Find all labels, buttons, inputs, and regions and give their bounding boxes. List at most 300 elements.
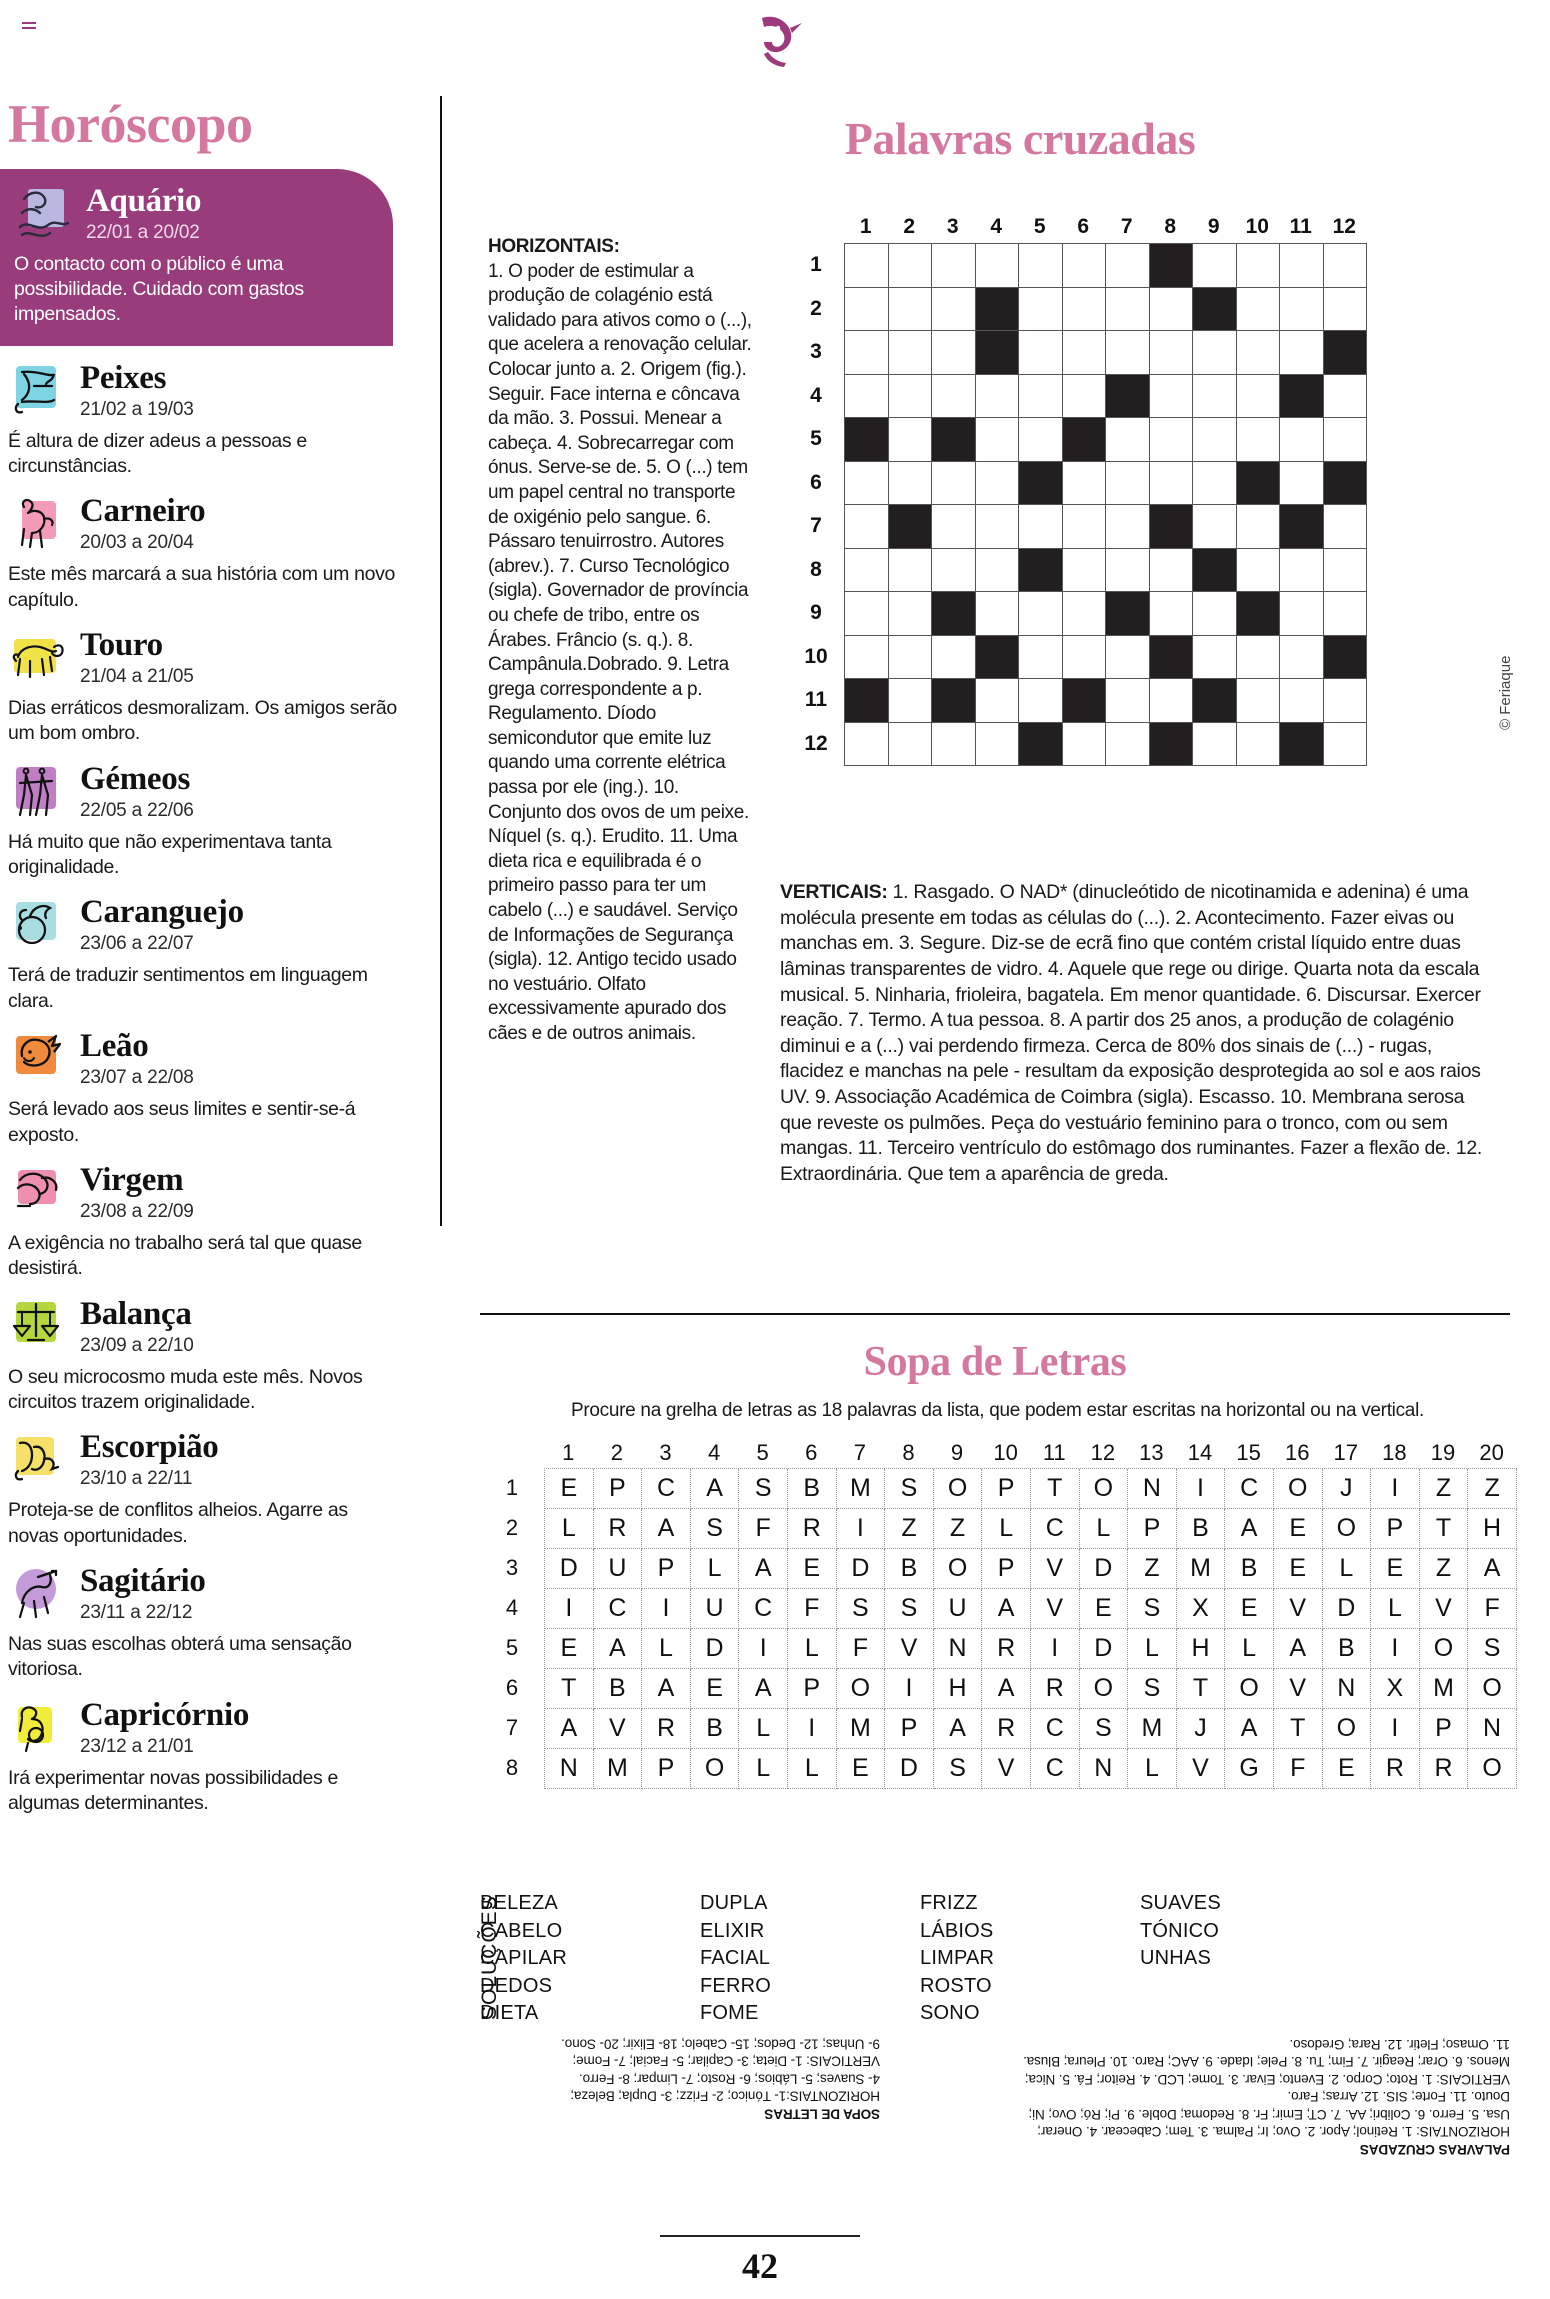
crossword-cell[interactable] — [976, 462, 1020, 506]
wordsearch-cell[interactable]: E — [545, 1469, 594, 1509]
wordsearch-cell[interactable]: A — [1468, 1549, 1517, 1589]
crossword-cell[interactable] — [1324, 375, 1368, 419]
crossword-cell[interactable] — [1280, 331, 1324, 375]
wordsearch-cell[interactable]: M — [1420, 1669, 1469, 1709]
crossword-cell[interactable] — [1193, 331, 1237, 375]
wordsearch-cell[interactable]: L — [739, 1749, 788, 1789]
wordsearch-cell[interactable]: P — [642, 1749, 691, 1789]
crossword-cell[interactable] — [932, 462, 976, 506]
wordsearch-cell[interactable]: S — [1128, 1669, 1177, 1709]
wordsearch-cell[interactable]: E — [1080, 1589, 1129, 1629]
crossword-cell[interactable] — [1019, 592, 1063, 636]
crossword-cell[interactable] — [932, 636, 976, 680]
wordsearch-cell[interactable]: N — [545, 1749, 594, 1789]
wordsearch-cell[interactable]: T — [1031, 1469, 1080, 1509]
wordsearch-cell[interactable]: L — [982, 1509, 1031, 1549]
crossword-cell[interactable] — [1063, 244, 1107, 288]
wordsearch-cell[interactable]: S — [837, 1589, 886, 1629]
crossword-cell[interactable] — [1106, 549, 1150, 593]
crossword-cell[interactable] — [889, 418, 933, 462]
crossword-cell[interactable] — [1237, 331, 1281, 375]
wordsearch-cell[interactable]: A — [982, 1669, 1031, 1709]
wordsearch-cell[interactable]: X — [1371, 1669, 1420, 1709]
crossword-cell[interactable] — [889, 592, 933, 636]
wordsearch-cell[interactable]: M — [837, 1469, 886, 1509]
crossword-cell[interactable] — [1019, 288, 1063, 332]
wordsearch-cell[interactable]: C — [1031, 1509, 1080, 1549]
crossword-cell[interactable] — [1280, 679, 1324, 723]
crossword-cell[interactable] — [1063, 331, 1107, 375]
wordsearch-cell[interactable]: L — [739, 1709, 788, 1749]
wordsearch-col-header: 9 — [950, 1440, 964, 1465]
crossword-cell[interactable] — [845, 244, 889, 288]
crossword-cell[interactable] — [1324, 505, 1368, 549]
wordsearch-cell[interactable]: V — [1031, 1589, 1080, 1629]
wordsearch-cell[interactable]: E — [1274, 1549, 1323, 1589]
crossword-cell[interactable] — [1150, 375, 1194, 419]
crossword-cell[interactable] — [976, 679, 1020, 723]
crossword-cell[interactable] — [1063, 505, 1107, 549]
crossword-block-cell — [1280, 723, 1324, 767]
wordsearch-grid[interactable] — [544, 1468, 1517, 1789]
wordsearch-cell[interactable]: L — [642, 1629, 691, 1669]
sign-dates: 21/02 a 19/03 — [80, 398, 194, 420]
wordsearch-cell[interactable]: L — [545, 1509, 594, 1549]
wordsearch-cell[interactable]: O — [1080, 1469, 1129, 1509]
crossword-cell[interactable] — [1237, 375, 1281, 419]
crossword-cell[interactable] — [932, 331, 976, 375]
wordsearch-cell[interactable]: I — [1371, 1629, 1420, 1669]
wordsearch-cell[interactable]: A — [642, 1509, 691, 1549]
crossword-cell[interactable] — [1237, 636, 1281, 680]
wordsearch-cell[interactable]: I — [1371, 1709, 1420, 1749]
crossword-cell[interactable] — [976, 505, 1020, 549]
wordsearch-cell[interactable]: I — [1371, 1469, 1420, 1509]
wordsearch-cell[interactable]: D — [1323, 1589, 1372, 1629]
wordsearch-cell[interactable]: M — [837, 1709, 886, 1749]
wordsearch-cell[interactable]: I — [837, 1509, 886, 1549]
wordsearch-cell[interactable]: E — [837, 1749, 886, 1789]
wordsearch-cell[interactable]: O — [934, 1469, 983, 1509]
crossword-cell[interactable] — [1193, 592, 1237, 636]
wordsearch-cell[interactable]: I — [1177, 1469, 1226, 1509]
crossword-cell[interactable] — [1106, 331, 1150, 375]
wordsearch-cell[interactable]: U — [594, 1549, 643, 1589]
crossword-cell[interactable] — [1019, 636, 1063, 680]
crossword-cell[interactable] — [1324, 244, 1368, 288]
solutions-crossword-title: PALAVRAS CRUZADAS — [1359, 2141, 1510, 2157]
wordsearch-cell[interactable]: X — [1177, 1589, 1226, 1629]
crossword-cell[interactable] — [1324, 288, 1368, 332]
crossword-cell[interactable] — [1280, 418, 1324, 462]
crossword-row-header: 8 — [810, 557, 822, 581]
crossword-cell[interactable] — [932, 288, 976, 332]
wordsearch-cell[interactable]: F — [788, 1589, 837, 1629]
wordsearch-cell[interactable]: E — [691, 1669, 740, 1709]
wordsearch-cell[interactable]: A — [739, 1549, 788, 1589]
wordsearch-cell[interactable]: I — [642, 1589, 691, 1629]
wordsearch-cell[interactable]: R — [1031, 1669, 1080, 1709]
wordsearch-cell[interactable]: H — [934, 1669, 983, 1709]
crossword-cell[interactable] — [889, 549, 933, 593]
wordsearch-cell[interactable]: I — [788, 1709, 837, 1749]
wordsearch-cell[interactable]: Z — [934, 1509, 983, 1549]
wordsearch-cell[interactable]: E — [1274, 1509, 1323, 1549]
wordsearch-cell[interactable]: B — [1323, 1629, 1372, 1669]
wordsearch-cell[interactable]: D — [545, 1549, 594, 1589]
wordsearch-cell[interactable]: J — [1323, 1469, 1372, 1509]
wordsearch-cell[interactable]: C — [739, 1589, 788, 1629]
wordsearch-cell[interactable]: N — [1128, 1469, 1177, 1509]
wordsearch-cell[interactable]: O — [837, 1669, 886, 1709]
wordsearch-cell[interactable]: P — [594, 1469, 643, 1509]
wordsearch-cell[interactable]: Z — [885, 1509, 934, 1549]
crossword-cell[interactable] — [1237, 418, 1281, 462]
wordsearch-cell[interactable]: O — [1274, 1469, 1323, 1509]
wordsearch-cell[interactable]: M — [1177, 1549, 1226, 1589]
wordsearch-cell[interactable]: S — [885, 1469, 934, 1509]
wordsearch-cell[interactable]: S — [691, 1509, 740, 1549]
crossword-block-cell — [1193, 679, 1237, 723]
crossword-cell[interactable] — [1150, 418, 1194, 462]
crossword-cell[interactable] — [1106, 244, 1150, 288]
crossword-grid-wrapper — [800, 215, 1367, 766]
crossword-cell[interactable] — [1193, 636, 1237, 680]
wordsearch-cell[interactable]: D — [837, 1549, 886, 1589]
crossword-cell[interactable] — [1106, 636, 1150, 680]
crossword-row-header: 6 — [810, 470, 822, 494]
wordsearch-cell[interactable]: F — [739, 1509, 788, 1549]
wordsearch-cell[interactable]: S — [1128, 1589, 1177, 1629]
wordsearch-cell[interactable]: N — [934, 1629, 983, 1669]
wordsearch-cell[interactable]: E — [1225, 1589, 1274, 1629]
crossword-cell[interactable] — [1019, 331, 1063, 375]
wordsearch-cell[interactable]: L — [788, 1749, 837, 1789]
crossword-cell[interactable] — [976, 549, 1020, 593]
crossword-cell[interactable] — [889, 679, 933, 723]
wordsearch-cell[interactable]: O — [934, 1549, 983, 1589]
wordsearch-cell[interactable]: P — [1420, 1709, 1469, 1749]
crossword-cell[interactable] — [1280, 592, 1324, 636]
wordsearch-cell[interactable]: F — [1468, 1589, 1517, 1629]
wordsearch-cell[interactable]: B — [691, 1709, 740, 1749]
crossword-cell[interactable] — [1063, 288, 1107, 332]
crossword-cell[interactable] — [1106, 418, 1150, 462]
wordsearch-cell[interactable]: A — [1225, 1709, 1274, 1749]
crossword-cell[interactable] — [845, 331, 889, 375]
wordsearch-cell[interactable]: B — [788, 1469, 837, 1509]
crossword-cell[interactable] — [1106, 462, 1150, 506]
crossword-cell[interactable] — [1106, 723, 1150, 767]
crossword-cell[interactable] — [976, 375, 1020, 419]
crossword-cell[interactable] — [1237, 549, 1281, 593]
crossword-col-header: 10 — [1245, 215, 1269, 238]
crossword-cell[interactable] — [1150, 592, 1194, 636]
wordsearch-cell[interactable]: G — [1225, 1749, 1274, 1789]
wordsearch-cell[interactable]: L — [1371, 1589, 1420, 1629]
crossword-cell[interactable] — [1019, 244, 1063, 288]
wordsearch-cell[interactable]: N — [1080, 1749, 1129, 1789]
wordsearch-cell[interactable]: D — [691, 1629, 740, 1669]
wordsearch-cell[interactable]: A — [982, 1589, 1031, 1629]
wordsearch-cell[interactable]: V — [885, 1629, 934, 1669]
crossword-cell[interactable] — [932, 549, 976, 593]
wordsearch-cell[interactable]: O — [1323, 1509, 1372, 1549]
crossword-cell[interactable] — [889, 375, 933, 419]
wordsearch-cell[interactable]: C — [1031, 1749, 1080, 1789]
wordsearch-cell[interactable]: A — [739, 1669, 788, 1709]
wordsearch-cell[interactable]: S — [1080, 1709, 1129, 1749]
cancer-icon — [8, 894, 70, 952]
crossword-cell[interactable] — [889, 288, 933, 332]
wordsearch-cell[interactable]: E — [1323, 1749, 1372, 1789]
crossword-cell[interactable] — [889, 462, 933, 506]
crossword-cell[interactable] — [845, 723, 889, 767]
wordsearch-cell[interactable]: M — [1128, 1709, 1177, 1749]
crossword-cell[interactable] — [1193, 375, 1237, 419]
wordsearch-cell[interactable]: R — [982, 1709, 1031, 1749]
crossword-block-cell — [845, 679, 889, 723]
wordsearch-word: DIETA — [480, 2002, 539, 2025]
wordsearch-cell[interactable]: U — [691, 1589, 740, 1629]
crossword-cell[interactable] — [1019, 375, 1063, 419]
crossword-row-header: 5 — [810, 427, 822, 450]
crossword-cell[interactable] — [1019, 418, 1063, 462]
wordsearch-cell[interactable]: N — [1468, 1709, 1517, 1749]
wordsearch-cell[interactable]: N — [1323, 1669, 1372, 1709]
crossword-cell[interactable] — [976, 723, 1020, 767]
wordsearch-cell[interactable]: A — [642, 1669, 691, 1709]
crossword-cell[interactable] — [889, 331, 933, 375]
crossword-cell[interactable] — [1324, 679, 1368, 723]
crossword-cell[interactable] — [932, 375, 976, 419]
crossword-cell[interactable] — [845, 636, 889, 680]
crossword-cell[interactable] — [1063, 723, 1107, 767]
crossword-cell[interactable] — [1237, 505, 1281, 549]
wordsearch-row-header: 2 — [505, 1515, 519, 1540]
crossword-cell[interactable] — [1193, 505, 1237, 549]
wordsearch-cell[interactable]: V — [1420, 1589, 1469, 1629]
wordsearch-cell[interactable]: T — [1177, 1669, 1226, 1709]
wordsearch-cell[interactable]: R — [594, 1509, 643, 1549]
wordsearch-cell[interactable]: R — [642, 1709, 691, 1749]
wordsearch-cell[interactable]: T — [1420, 1509, 1469, 1549]
wordsearch-cell[interactable]: F — [837, 1629, 886, 1669]
wordsearch-cell[interactable]: R — [1420, 1749, 1469, 1789]
crossword-cell[interactable] — [1280, 244, 1324, 288]
wordsearch-cell[interactable]: B — [1177, 1509, 1226, 1549]
crossword-cell[interactable] — [1150, 331, 1194, 375]
crossword-cell[interactable] — [976, 244, 1020, 288]
crossword-cell[interactable] — [1280, 462, 1324, 506]
crossword-cell[interactable] — [1324, 418, 1368, 462]
crossword-cell[interactable] — [1019, 505, 1063, 549]
wordsearch-cell[interactable]: L — [1080, 1509, 1129, 1549]
wordsearch-cell[interactable]: A — [1225, 1509, 1274, 1549]
crossword-cell[interactable] — [1280, 288, 1324, 332]
wordsearch-cell[interactable]: S — [934, 1749, 983, 1789]
wordsearch-cell[interactable]: B — [885, 1549, 934, 1589]
horoscope-title: Horóscopo — [8, 94, 253, 154]
wordsearch-cell[interactable]: R — [1371, 1749, 1420, 1789]
wordsearch-cell[interactable]: B — [1225, 1549, 1274, 1589]
wordsearch-cell[interactable]: R — [788, 1509, 837, 1549]
wordsearch-cell[interactable]: B — [594, 1669, 643, 1709]
wordsearch-cell[interactable]: L — [1128, 1629, 1177, 1669]
wordsearch-cell[interactable]: O — [1468, 1669, 1517, 1709]
wordsearch-cell[interactable]: L — [1128, 1749, 1177, 1789]
wordsearch-cell[interactable]: O — [691, 1749, 740, 1789]
wordsearch-cell[interactable]: L — [691, 1549, 740, 1589]
wordsearch-cell[interactable]: O — [1468, 1749, 1517, 1789]
sign-name: Balança — [80, 1295, 192, 1332]
crossword-grid[interactable] — [844, 243, 1367, 766]
wordsearch-cell[interactable]: D — [1080, 1549, 1129, 1589]
crossword-cell[interactable] — [932, 244, 976, 288]
wordsearch-cell[interactable]: V — [594, 1709, 643, 1749]
crossword-cell[interactable] — [932, 723, 976, 767]
crossword-cell[interactable] — [1193, 723, 1237, 767]
crossword-cell[interactable] — [1280, 636, 1324, 680]
crossword-cell[interactable] — [1063, 636, 1107, 680]
wordsearch-cell[interactable]: P — [982, 1549, 1031, 1589]
crossword-cell[interactable] — [1237, 288, 1281, 332]
wordsearch-cell[interactable]: O — [1225, 1669, 1274, 1709]
crossword-cell[interactable] — [1063, 462, 1107, 506]
crossword-cell[interactable] — [976, 418, 1020, 462]
wordsearch-cell[interactable]: A — [594, 1629, 643, 1669]
crossword-cell[interactable] — [1063, 592, 1107, 636]
crossword-row-headers — [800, 243, 844, 766]
wordsearch-cell[interactable]: H — [1177, 1629, 1226, 1669]
crossword-cell[interactable] — [845, 288, 889, 332]
crossword-cell[interactable] — [1019, 679, 1063, 723]
crossword-cell[interactable] — [889, 723, 933, 767]
crossword-cell[interactable] — [845, 375, 889, 419]
wordsearch-row-header: 4 — [505, 1595, 519, 1620]
crossword-cell[interactable] — [845, 505, 889, 549]
crossword-cell[interactable] — [1324, 592, 1368, 636]
wordsearch-cell[interactable]: J — [1177, 1709, 1226, 1749]
crossword-cell[interactable] — [1193, 462, 1237, 506]
wordsearch-cell[interactable]: P — [1128, 1509, 1177, 1549]
wordsearch-cell[interactable]: V — [1274, 1589, 1323, 1629]
crossword-cell[interactable] — [1106, 505, 1150, 549]
crossword-cell[interactable] — [932, 505, 976, 549]
wordsearch-cell[interactable]: I — [1031, 1629, 1080, 1669]
crossword-cell[interactable] — [845, 462, 889, 506]
wordsearch-cell[interactable]: O — [1080, 1669, 1129, 1709]
wordsearch-cell[interactable]: C — [1225, 1469, 1274, 1509]
wordsearch-cell[interactable]: I — [739, 1629, 788, 1669]
wordsearch-cell[interactable]: E — [788, 1549, 837, 1589]
crossword-cell[interactable] — [1150, 462, 1194, 506]
crossword-cell[interactable] — [1193, 244, 1237, 288]
crossword-cell[interactable] — [1237, 679, 1281, 723]
wordsearch-cell[interactable]: U — [934, 1589, 983, 1629]
sign-name: Virgem — [80, 1161, 184, 1198]
crossword-cell[interactable] — [845, 592, 889, 636]
wordsearch-cell[interactable]: V — [982, 1749, 1031, 1789]
crossword-cell[interactable] — [1237, 244, 1281, 288]
wordsearch-cell[interactable]: F — [1274, 1749, 1323, 1789]
wordsearch-cell[interactable]: C — [594, 1589, 643, 1629]
wordsearch-row-header: 5 — [505, 1635, 519, 1660]
crossword-cell[interactable] — [1193, 418, 1237, 462]
wordsearch-cell[interactable]: P — [642, 1549, 691, 1589]
crossword-cell[interactable] — [1106, 288, 1150, 332]
sign-text: Este mês marcará a sua história com um novo capítulo. — [8, 563, 396, 611]
crossword-cell[interactable] — [1324, 549, 1368, 593]
crossword-row-header: 12 — [804, 731, 828, 755]
wordsearch-cell[interactable]: A — [545, 1709, 594, 1749]
wordsearch-cell[interactable]: P — [982, 1469, 1031, 1509]
wordsearch-cell[interactable]: D — [885, 1749, 934, 1789]
wordsearch-cell[interactable]: Z — [1128, 1549, 1177, 1589]
wordsearch-cell[interactable]: S — [885, 1589, 934, 1629]
wordsearch-cell[interactable]: Z — [1420, 1469, 1469, 1509]
wordsearch-cell[interactable]: V — [1274, 1669, 1323, 1709]
crossword-cell[interactable] — [1150, 288, 1194, 332]
crossword-block-cell — [845, 418, 889, 462]
wordsearch-cell[interactable]: Z — [1420, 1549, 1469, 1589]
wordsearch-cell[interactable]: A — [1274, 1629, 1323, 1669]
crossword-cell[interactable] — [1063, 375, 1107, 419]
wordsearch-cell[interactable]: P — [1371, 1509, 1420, 1549]
crossword-cell[interactable] — [1280, 549, 1324, 593]
wordsearch-cell[interactable]: T — [1274, 1709, 1323, 1749]
wordsearch-cell[interactable]: E — [545, 1629, 594, 1669]
sign-dates: 23/07 a 22/08 — [80, 1067, 194, 1089]
wordsearch-cell[interactable]: S — [739, 1469, 788, 1509]
crossword-cell[interactable] — [845, 549, 889, 593]
wordsearch-cell[interactable]: O — [1420, 1629, 1469, 1669]
wordsearch-cell[interactable]: L — [1323, 1549, 1372, 1589]
crossword-cell[interactable] — [889, 244, 933, 288]
crossword-cell[interactable] — [1063, 549, 1107, 593]
crossword-cell[interactable] — [1106, 679, 1150, 723]
wordsearch-cell[interactable]: C — [642, 1469, 691, 1509]
wordsearch-cell[interactable]: O — [1323, 1709, 1372, 1749]
wordsearch-cell[interactable]: A — [691, 1469, 740, 1509]
wordsearch-cell[interactable]: T — [545, 1669, 594, 1709]
wordsearch-cell[interactable]: I — [885, 1669, 934, 1709]
crossword-cell[interactable] — [1324, 723, 1368, 767]
crossword-cell[interactable] — [1150, 679, 1194, 723]
wordsearch-cell[interactable]: E — [1371, 1549, 1420, 1589]
wordsearch-cell[interactable]: L — [788, 1629, 837, 1669]
wordsearch-cell[interactable]: P — [885, 1709, 934, 1749]
wordsearch-cell[interactable]: C — [1031, 1709, 1080, 1749]
wordsearch-cell[interactable]: L — [1225, 1629, 1274, 1669]
wordsearch-col-header: 15 — [1236, 1440, 1261, 1465]
wordsearch-cell[interactable]: P — [788, 1669, 837, 1709]
wordsearch-cell[interactable]: I — [545, 1589, 594, 1629]
wordsearch-cell[interactable]: D — [1080, 1629, 1129, 1669]
wordsearch-cell[interactable]: S — [1468, 1629, 1517, 1669]
wordsearch-cell[interactable]: R — [982, 1629, 1031, 1669]
crossword-cell[interactable] — [889, 636, 933, 680]
wordsearch-cell[interactable]: A — [934, 1709, 983, 1749]
wordsearch-cell[interactable]: V — [1177, 1749, 1226, 1789]
crossword-cell[interactable] — [1150, 549, 1194, 593]
wordsearch-cell[interactable]: M — [594, 1749, 643, 1789]
crossword-cell[interactable] — [1237, 723, 1281, 767]
wordsearch-cell[interactable]: Z — [1468, 1469, 1517, 1509]
crossword-cell[interactable] — [976, 592, 1020, 636]
wordsearch-cell[interactable]: V — [1031, 1549, 1080, 1589]
wordsearch-cell[interactable]: H — [1468, 1509, 1517, 1549]
